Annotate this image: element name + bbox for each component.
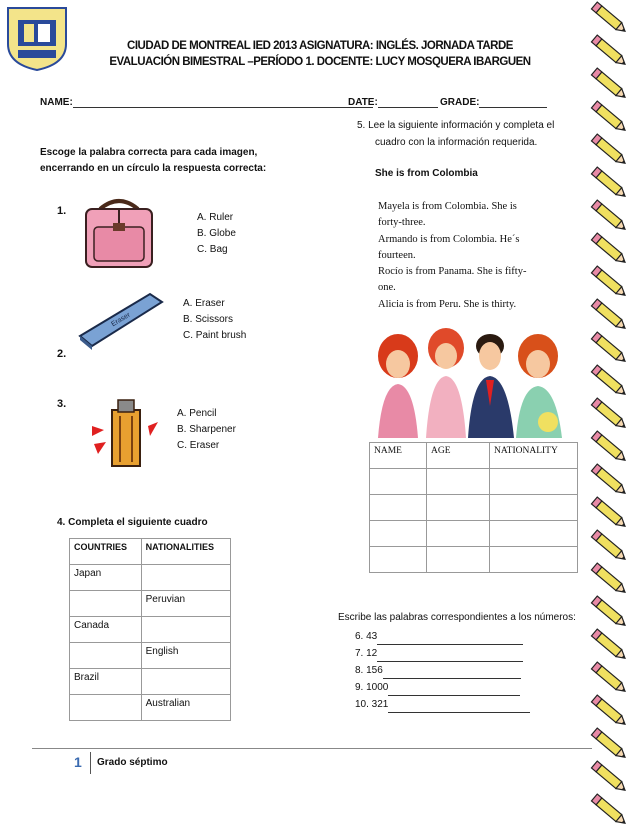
countries-table xyxy=(69,538,231,721)
pencil-icon xyxy=(591,332,627,365)
pencil-icon xyxy=(591,596,627,629)
pencil-icon xyxy=(591,2,627,35)
pencil-icon xyxy=(591,530,627,563)
pencil-icon xyxy=(591,101,627,134)
reading-line: Rocío is from Panama. She is fifty- xyxy=(378,266,527,278)
table-cell[interactable] xyxy=(427,521,490,547)
table-cell[interactable]: Japan xyxy=(70,565,142,591)
reading-line: one. xyxy=(378,282,396,294)
pencil-icon xyxy=(591,563,627,596)
pencil-icon xyxy=(591,134,627,167)
eraser-image xyxy=(76,290,166,352)
q5-line-1: 5. Lee la siguiente información y completa el xyxy=(357,120,555,131)
q1-option-b[interactable]: B. Globe xyxy=(197,228,236,239)
numbers-title: Escribe las palabras correspondientes a los números: xyxy=(338,612,576,623)
table-cell[interactable] xyxy=(490,547,578,573)
pencil-icon xyxy=(591,431,627,464)
pencil-icon xyxy=(591,464,627,497)
q1-number: 1. xyxy=(57,205,67,217)
number-item[interactable]: 8. 156 xyxy=(355,662,530,679)
reading-line: Mayela is from Colombia. She is xyxy=(378,201,517,212)
countries-header: COUNTRIES xyxy=(70,539,142,565)
q3-option-a[interactable]: A. Pencil xyxy=(177,408,217,419)
table-cell[interactable] xyxy=(141,617,230,643)
date-field[interactable]: DATE: xyxy=(348,97,438,108)
table-cell[interactable] xyxy=(490,495,578,521)
page-number: 1 xyxy=(74,754,82,770)
pencil-icon xyxy=(591,35,627,68)
q4-title: 4. Completa el siguiente cuadro xyxy=(57,517,208,528)
pencil-icon xyxy=(591,200,627,233)
number-item[interactable]: 10. 321 xyxy=(355,696,530,713)
header-line-1: CIUDAD DE MONTREAL IED 2013 ASIGNATURA: INGLÉS. JORNADA TARDE xyxy=(127,40,513,52)
reading-line: Armando is from Colombia. He´s xyxy=(378,233,520,245)
pencil-icon xyxy=(591,695,627,728)
grade-field[interactable]: GRADE: xyxy=(440,97,547,108)
table-cell[interactable]: Peruvian xyxy=(141,591,230,617)
people-image xyxy=(368,326,578,438)
pencil-icon xyxy=(591,398,627,431)
table-cell[interactable] xyxy=(427,469,490,495)
q1-options xyxy=(197,210,236,258)
pencil-icon xyxy=(591,629,627,662)
svg-text:Eraser: Eraser xyxy=(110,311,132,329)
table-cell[interactable] xyxy=(370,469,427,495)
q5-line-2: cuadro con la información requerida. xyxy=(375,137,538,148)
name-field[interactable]: NAME: xyxy=(40,97,373,108)
q2-option-a[interactable]: A. Eraser xyxy=(183,298,225,309)
q3-option-c[interactable]: C. Eraser xyxy=(177,440,220,451)
pencil-border xyxy=(590,0,630,826)
pencil-icon xyxy=(591,266,627,299)
footer-separator xyxy=(90,752,91,774)
pencil-icon xyxy=(591,299,627,332)
numbers-list xyxy=(355,628,530,713)
instruction-line-2: encerrando en un círculo la respuesta correcta: xyxy=(40,163,267,174)
q2-options xyxy=(183,296,246,344)
pencil-icon xyxy=(591,365,627,398)
table-cell[interactable] xyxy=(70,591,142,617)
table-cell[interactable] xyxy=(370,521,427,547)
footer-divider xyxy=(32,748,592,749)
table-cell[interactable] xyxy=(490,469,578,495)
reading-line: forty-three. xyxy=(378,217,426,229)
number-item[interactable]: 6. 43 xyxy=(355,628,530,645)
table-cell[interactable] xyxy=(70,643,142,669)
q1-option-a[interactable]: A. Ruler xyxy=(197,212,234,223)
table-cell[interactable]: Australian xyxy=(141,695,230,721)
q2-number: 2. xyxy=(57,348,67,360)
table-cell[interactable]: Brazil xyxy=(70,669,142,695)
footer-label: Grado séptimo xyxy=(97,757,168,768)
q3-number: 3. xyxy=(57,398,67,410)
age-header: AGE xyxy=(427,443,490,469)
table-cell[interactable]: Canada xyxy=(70,617,142,643)
pencil-icon xyxy=(591,167,627,200)
table-cell[interactable] xyxy=(427,495,490,521)
pencil-icon xyxy=(591,68,627,101)
pencil-icon xyxy=(591,794,627,826)
pencil-icon xyxy=(591,761,627,794)
pencil-icon xyxy=(591,728,627,761)
bag-image xyxy=(80,195,158,273)
table-cell[interactable]: English xyxy=(141,643,230,669)
name-header: NAME xyxy=(370,443,427,469)
instruction-line-1: Escoge la palabra correcta para cada imagen, xyxy=(40,147,258,158)
table-cell[interactable] xyxy=(141,669,230,695)
pencil-icon xyxy=(591,497,627,530)
q3-option-b[interactable]: B. Sharpener xyxy=(177,424,236,435)
pencil-icon xyxy=(591,662,627,695)
q2-option-b[interactable]: B. Scissors xyxy=(183,314,234,325)
table-cell[interactable] xyxy=(141,565,230,591)
table-cell[interactable] xyxy=(370,495,427,521)
q3-options xyxy=(177,406,236,454)
table-cell[interactable] xyxy=(370,547,427,573)
table-cell[interactable] xyxy=(70,695,142,721)
q1-option-c[interactable]: C. Bag xyxy=(197,244,228,255)
nationality-header: NATIONALITY xyxy=(490,443,578,469)
header-line-2: EVALUACIÓN BIMESTRAL –PERÍODO 1. DOCENTE: LUCY MOSQUERA IBARGUEN xyxy=(109,56,531,68)
q5-heading: She is from Colombia xyxy=(375,168,478,179)
pencil-icon xyxy=(591,233,627,266)
reading-line: Alicia is from Peru. She is thirty. xyxy=(378,298,517,310)
q2-option-c[interactable]: C. Paint brush xyxy=(183,330,247,341)
number-item[interactable]: 7. 12 xyxy=(355,645,530,662)
table-cell[interactable] xyxy=(427,547,490,573)
reading-line: fourteen. xyxy=(378,249,416,261)
people-table xyxy=(369,442,578,573)
q5-reading-text xyxy=(378,199,560,313)
number-item[interactable]: 9. 1000 xyxy=(355,679,530,696)
nationalities-header: NATIONALITIES xyxy=(141,539,230,565)
table-cell[interactable] xyxy=(490,521,578,547)
sharpener-image xyxy=(90,396,160,472)
